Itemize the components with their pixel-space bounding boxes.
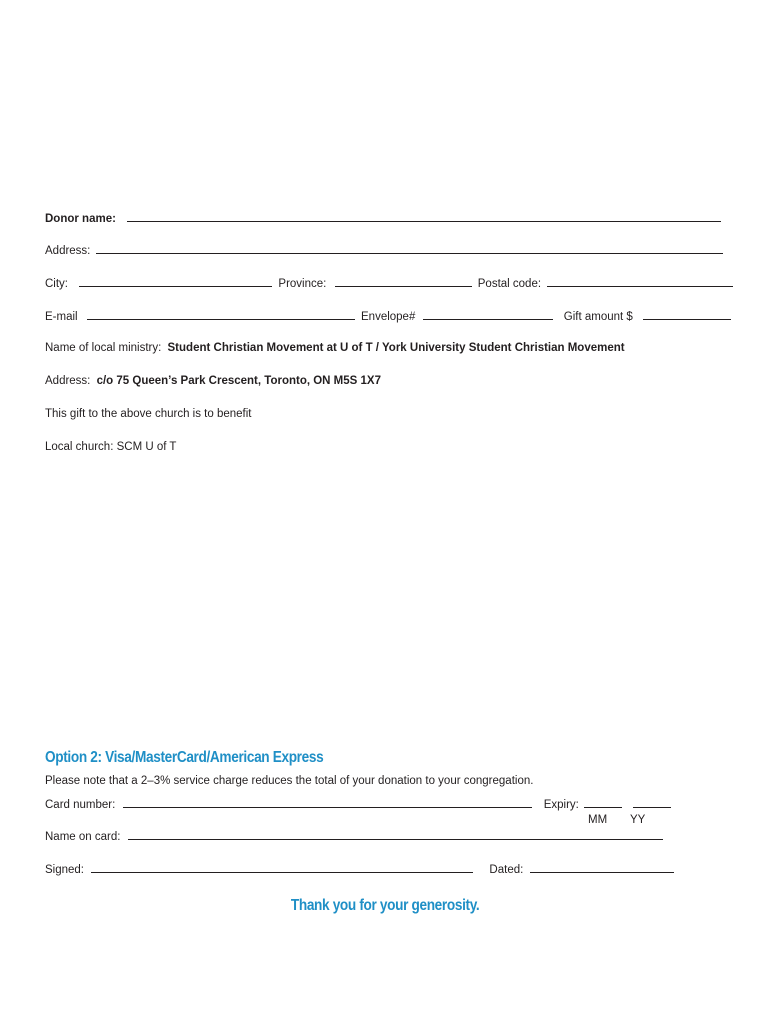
email-row xyxy=(45,309,734,324)
expiry-label: Expiry: xyxy=(543,799,579,811)
thank-you-message xyxy=(0,897,770,915)
service-charge-note: Please note that a 2–3% service charge reduces the total of your donation to your congregation. xyxy=(45,775,534,787)
address-row xyxy=(45,243,726,258)
dated-field[interactable] xyxy=(530,862,674,873)
expiry-mm-field[interactable] xyxy=(584,797,622,808)
ministry-address-label: Address: xyxy=(45,375,91,387)
donor-name-row xyxy=(45,211,724,226)
city-label: City: xyxy=(45,278,68,290)
envelope-label: Envelope# xyxy=(361,311,416,323)
ministry-label: Name of local ministry: xyxy=(45,342,162,354)
local-church-text: Local church: SCM U of T xyxy=(45,441,177,453)
email-field[interactable] xyxy=(87,309,355,320)
name-on-card-row xyxy=(45,829,666,844)
name-on-card-field[interactable] xyxy=(128,829,663,840)
card-number-field[interactable] xyxy=(123,797,532,808)
donor-name-field[interactable] xyxy=(127,211,721,222)
card-number-row xyxy=(45,797,674,812)
city-field[interactable] xyxy=(79,276,272,287)
expiry-yy-field[interactable] xyxy=(633,797,671,808)
gift-amount-label: Gift amount $ xyxy=(563,311,633,323)
thank-you-text: Thank you for your generosity. xyxy=(290,897,480,914)
email-label: E-mail xyxy=(45,311,78,323)
gift-amount-field[interactable] xyxy=(643,309,731,320)
address-label: Address: xyxy=(45,245,91,257)
province-field[interactable] xyxy=(335,276,472,287)
ministry-value: Student Christian Movement at U of T / York University Student Christian Movement xyxy=(167,342,625,354)
donor-name-label: Donor name: xyxy=(45,213,116,225)
signed-row xyxy=(45,862,677,877)
city-row xyxy=(45,276,736,291)
address-field[interactable] xyxy=(96,243,723,254)
ministry-row xyxy=(45,341,625,355)
province-label: Province: xyxy=(278,278,327,290)
option2-heading: Option 2: Visa/MasterCard/American Express xyxy=(45,749,324,766)
postal-code-label: Postal code: xyxy=(477,278,542,290)
name-on-card-label: Name on card: xyxy=(45,831,121,843)
envelope-field[interactable] xyxy=(423,309,553,320)
benefit-text: This gift to the above church is to benefit xyxy=(45,408,252,420)
card-number-label: Card number: xyxy=(45,799,116,811)
postal-code-field[interactable] xyxy=(547,276,733,287)
expiry-mm-caption: MM xyxy=(588,814,608,826)
ministry-address-value: c/o 75 Queen’s Park Crescent, Toronto, ON M5S 1X7 xyxy=(96,375,381,387)
signed-label: Signed: xyxy=(45,864,85,876)
ministry-address-row xyxy=(45,374,381,388)
dated-label: Dated: xyxy=(489,864,524,876)
expiry-yy-caption: YY xyxy=(630,814,646,826)
signed-field[interactable] xyxy=(91,862,473,873)
